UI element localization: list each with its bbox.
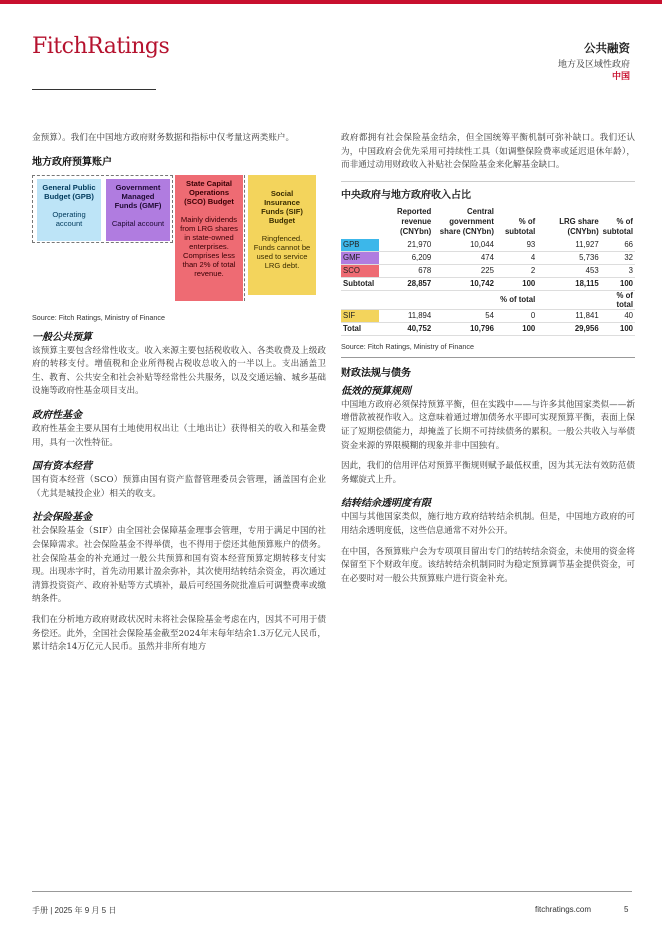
table-header: [341, 205, 379, 239]
table-cell: 29,956: [537, 322, 600, 335]
table-cell: [341, 290, 379, 309]
revenue-table: [341, 205, 635, 336]
carryover-paragraph-1: 中国与其他国家类似，施行地方政府结转结余机制。但是，中国地方政府的可用结余透明度低，这些信息通常不对外公开。: [341, 512, 635, 536]
row-label: SIF: [341, 309, 379, 322]
gpb-box: [37, 179, 101, 241]
gpb-desc: Operating account: [52, 209, 86, 228]
table-cell: [379, 290, 433, 309]
table-header: LRG share (CNYbn): [559, 216, 599, 236]
gmf-paragraph: 政府性基金主要从国有土地使用权出让（土地出让）获得相关的收入和基金费用，具有一次性特征。: [32, 423, 326, 448]
table-cell: 678: [379, 264, 433, 277]
table-row: [341, 251, 635, 264]
table-header: Central government share (CNYbn): [439, 206, 494, 236]
table-cell: 11,841: [537, 309, 600, 322]
table-cell: 100: [601, 277, 635, 290]
row-label: GPB: [341, 239, 379, 252]
table-header: % of subtotal: [504, 216, 536, 236]
table-cell: 10,044: [433, 239, 496, 252]
fiscal-rules-heading: 财政法规与债务: [341, 357, 635, 379]
subtotal-row: [341, 277, 635, 290]
continued-paragraph: 政府都拥有社会保险基金结余，但全国统筹平衡机制可弥补缺口。我们还认为，中国政府会优先采用可持续性工具（如调整保险费率或延迟退休年龄），而非通过动用财政收入补贴社会保险基金来化解基金缺口。: [341, 133, 635, 171]
table-source: Source: Fitch Ratings, Ministry of Finance: [341, 341, 475, 351]
budget-rules-paragraph-1: 中国地方政府必须保持预算平衡，但在实践中——与许多其他国家类似——新增借款被视作收入。这意味着通过增加债务水平即可实现预算平衡，表面上保证了短期偿债能力，却掩盖了长期不可持续债务的累积。一般公共收入与举债资金来源的界限模糊的现象并非中国独有。: [341, 399, 635, 451]
table-cell: 21,970: [379, 239, 433, 252]
table-cell: 100: [496, 322, 537, 335]
table-cell: 2: [496, 264, 537, 277]
gmf-desc: Capital account: [111, 218, 165, 228]
table-cell: 225: [433, 264, 496, 277]
table-cell: 0: [496, 309, 537, 322]
sco-heading: 国有资本经营: [32, 461, 92, 473]
table-cell: 28,857: [379, 277, 433, 290]
table-subheader: % of total: [601, 290, 635, 309]
diagram-source: Source: Fitch Ratings, Ministry of Finance: [32, 312, 166, 322]
footer-doc-date: 手册 | 2025 年 9 月 5 日: [32, 906, 117, 915]
row-label: Total: [341, 322, 379, 335]
table-cell: 10,742: [433, 277, 496, 290]
table-cell: 11,894: [379, 309, 433, 322]
diagram-title: 地方政府预算账户: [32, 156, 112, 168]
table-subheader-row: [341, 290, 635, 309]
table-cell: 40,752: [379, 322, 433, 335]
subsection-title: 地方及区域性政府: [557, 60, 630, 70]
sif-desc: Ringfenced. Funds cannot be used to service LRG debt.: [253, 233, 311, 270]
budget-rules-heading: 低效的预算规则: [341, 385, 411, 397]
budget-accounts-diagram: [32, 175, 326, 303]
sco-desc: Mainly dividends from LRG shares in state-owned enterprises. Comprises less than 2% of total revenue.: [180, 214, 238, 278]
table-cell: 100: [496, 277, 537, 290]
table-cell: 100: [601, 322, 635, 335]
sco-title: State Capital Operations (SCO) Budget: [184, 178, 234, 206]
sco-paragraph: 国有资本经营（SCO）预算由国有资产监督管理委员会管理，涵盖国有企业（尤其是城投企业）相关的收支。: [32, 475, 326, 499]
table-header: % of subtotal: [602, 216, 633, 236]
sif-paragraph-2: 我们在分析地方政府财政状况时未将社会保险基金考虑在内，因其不可用于债务偿还。此外，全国社会保险基金截至2024年末每年结余1.3万亿元人民币，累计结余14万亿元人民币。虽然并非所有地方: [32, 614, 326, 653]
table-cell: 11,927: [537, 239, 600, 252]
gmf-box: [106, 179, 170, 241]
table-cell: 474: [433, 251, 496, 264]
table-cell: 32: [601, 251, 635, 264]
footer-rule: [32, 891, 632, 892]
table-cell: 54: [433, 309, 496, 322]
table-cell: 10,796: [433, 322, 496, 335]
page-number: 5: [624, 905, 629, 914]
footer-site-link[interactable]: fitchratings.com: [535, 905, 592, 914]
intro-paragraph: 金预算）。我们在中国地方政府财务数据和指标中仅考量这两类账户。: [32, 133, 295, 143]
table-cell: 5,736: [537, 251, 600, 264]
sif-box: [248, 175, 316, 295]
table-header-row: [341, 205, 635, 239]
table-cell: 18,115: [537, 277, 600, 290]
table-cell: 3: [601, 264, 635, 277]
sif-heading: 社会保险基金: [32, 512, 92, 524]
row-label: Subtotal: [341, 277, 379, 290]
row-label: GMF: [341, 251, 379, 264]
gpb-heading: 一般公共预算: [32, 331, 92, 343]
logo-underline: [32, 89, 156, 90]
carryover-heading: 结转结余透明度有限: [341, 498, 431, 510]
carryover-paragraph-2: 在中国，各预算账户会为专项项目留出专门的结转结余资金，未使用的资金将保留至下个财政年度。该结转结余机制同时为稳定预算调节基金提供资金，可在必要时对一般公共预算账户进行资金补充。: [341, 546, 635, 584]
section-title: 公共融资: [584, 41, 630, 55]
top-accent-bar: [0, 0, 662, 4]
table-subheader: % of total: [496, 290, 537, 309]
sco-box: [175, 175, 243, 301]
gpb-title: General Public Budget (GPB): [42, 182, 96, 201]
right-column: [341, 132, 635, 593]
gmf-title: Government Managed Funds (GMF): [114, 182, 162, 210]
budget-rules-paragraph-2: 因此，我们的信用评估对预算平衡规则赋予最低权重，因为其无法有效防范债务螺旋式上升。: [341, 461, 635, 485]
table-cell: 93: [496, 239, 537, 252]
gpb-paragraph: 该预算主要包含经常性收支。收入来源主要包括税收收入、各类收费及上级政府的转移支付。增值税和企业所得税占税收总收入的一半以上。支出涵盖卫生、教育、公共安全和社会补贴等经常性公共服务，以及交通运输、城乡基础设施等政府性基金项目支出。: [32, 345, 326, 397]
country-label: 中国: [611, 72, 630, 82]
sif-title: Social Insurance Funds (SIF) Budget: [261, 188, 303, 225]
table-row: [341, 309, 635, 322]
table-row: [341, 264, 635, 277]
table-cell: 66: [601, 239, 635, 252]
table-cell: 6,209: [379, 251, 433, 264]
row-label: SCO: [341, 264, 379, 277]
table-cell: 4: [496, 251, 537, 264]
table-row: [341, 239, 635, 252]
table-header: Reported revenue (CNYbn): [397, 206, 432, 236]
diagram-dashed-divider: [244, 175, 246, 301]
fitch-logo[interactable]: FitchRatings: [32, 34, 170, 59]
table-cell: 453: [537, 264, 600, 277]
table-cell: [433, 290, 496, 309]
sif-paragraph-1: 社会保险基金（SIF）由全国社会保障基金理事会管理，专用于满足中国的社会保障需求。社会保险基金不得举债，也不得用于偿还其他预算账户的债务。社会保险基金的补充通过一般公共预算和国有资本经营预算定期转移支付实现。出现赤字时，首先动用累计盈余弥补，其次使用结转结余资金，再次通过清算投资资产、政府补贴等方式填补，最后可经国务院批准后可调整费率或缴纳条件。: [32, 526, 326, 605]
table-cell: [537, 290, 600, 309]
total-row: [341, 322, 635, 335]
gmf-heading: 政府性基金: [32, 409, 82, 421]
left-column: [32, 132, 326, 662]
table-cell: 40: [601, 309, 635, 322]
revenue-table-title: 中央政府与地方政府收入占比: [341, 181, 635, 201]
